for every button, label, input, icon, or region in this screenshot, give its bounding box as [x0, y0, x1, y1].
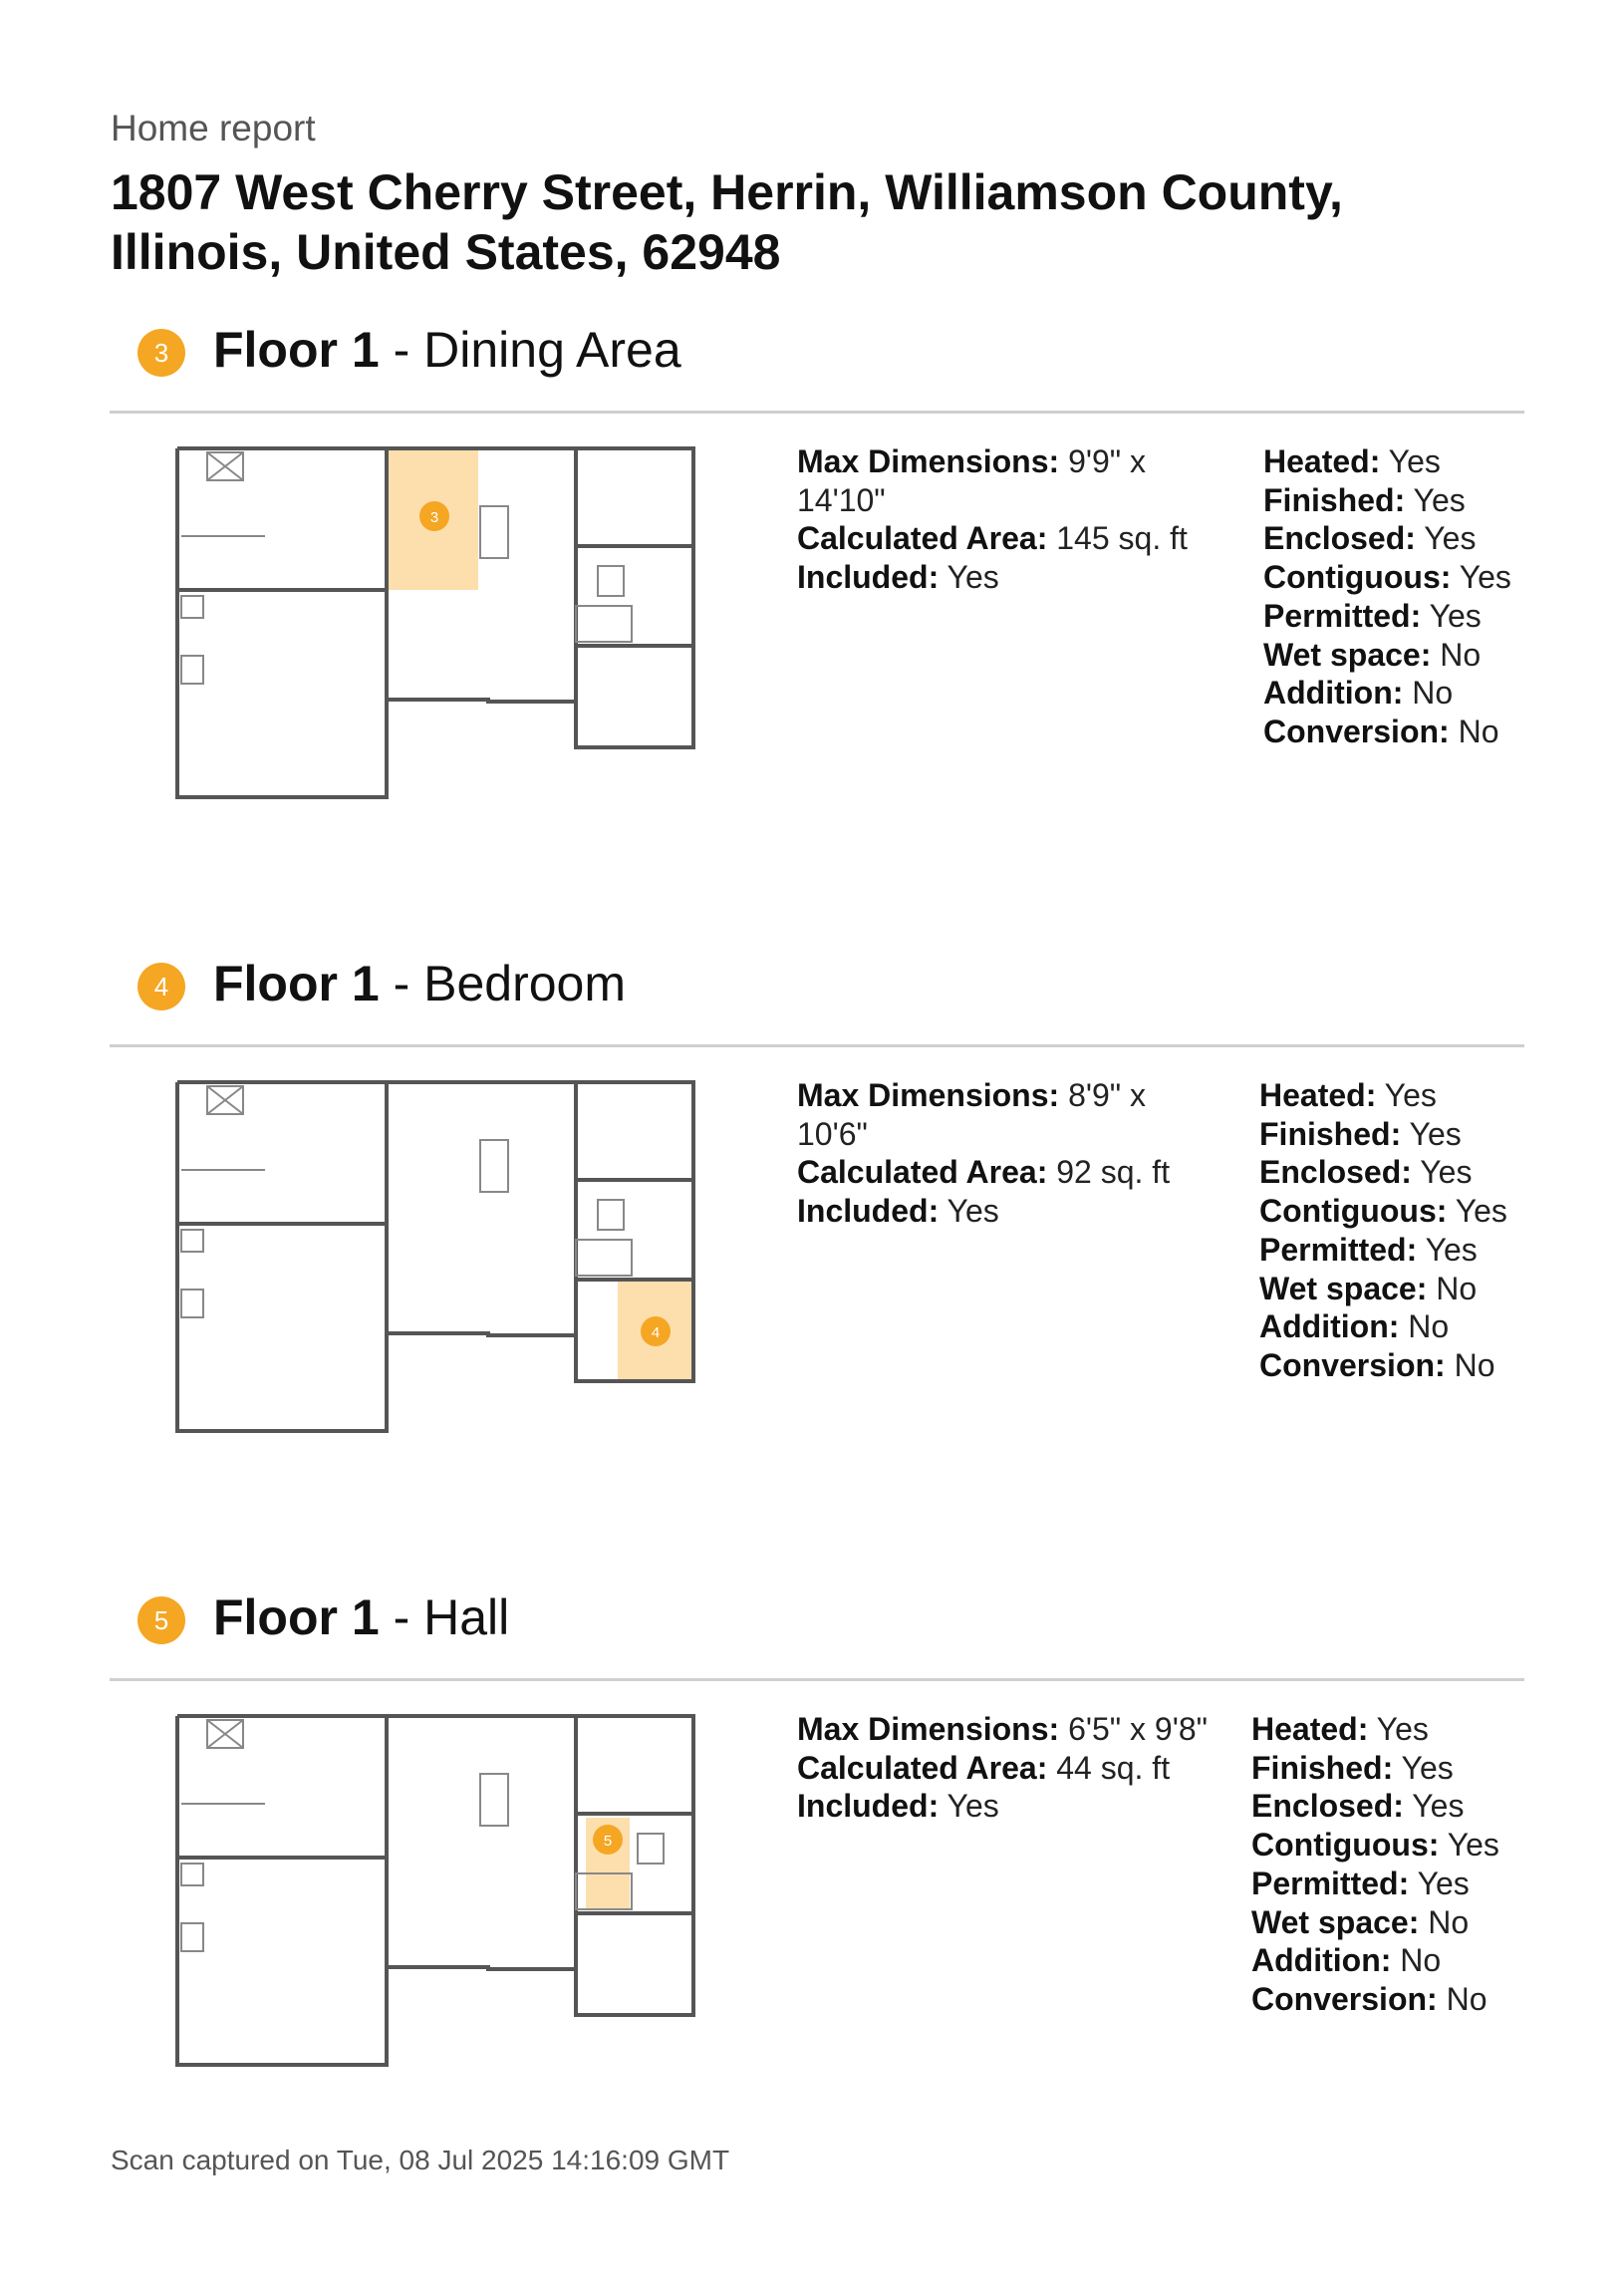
- svg-text:4: 4: [651, 1324, 661, 1341]
- room-section: [0, 322, 1623, 947]
- room-number-badge: 3: [137, 329, 185, 377]
- room-name: Dining Area: [423, 322, 681, 378]
- floor-plan: [175, 1080, 701, 1439]
- heading-separator: -: [379, 322, 424, 378]
- room-heading: [213, 321, 681, 379]
- dimension-details: Max Dimensions: 6'5" x 9'8" Calculated Area: 44 sq. ft Included: Yes: [797, 1711, 1208, 1825]
- scan-timestamp: Scan captured on Tue, 08 Jul 2025 14:16:09 GMT: [111, 2145, 730, 2175]
- floor-label: Floor 1: [213, 322, 380, 378]
- room-flags: Heated: Yes Finished: Yes Enclosed: Yes Contiguous: Yes Permitted: Yes Wet space: No Addition: No Conversion: No: [1259, 1077, 1507, 1383]
- section-divider: [110, 1044, 1524, 1047]
- svg-text:5: 5: [603, 1833, 613, 1850]
- floor-plan: [175, 1714, 701, 2073]
- room-name: Hall: [423, 1589, 510, 1645]
- room-number-badge: 5: [137, 1596, 185, 1644]
- room-heading: [213, 955, 626, 1012]
- room-marker: [593, 1825, 623, 1855]
- section-divider: [110, 411, 1524, 414]
- room-heading: [213, 1588, 509, 1646]
- room-name: Bedroom: [423, 956, 627, 1011]
- room-marker: [419, 501, 449, 531]
- room-flags: Heated: Yes Finished: Yes Enclosed: Yes Contiguous: Yes Permitted: Yes Wet space: No Addition: No Conversion: No: [1263, 443, 1511, 749]
- floor-label: Floor 1: [213, 1589, 380, 1645]
- room-flags: Heated: Yes Finished: Yes Enclosed: Yes Contiguous: Yes Permitted: Yes Wet space: No Addition: No Conversion: No: [1251, 1711, 1499, 2017]
- report-kicker: Home report: [111, 108, 316, 148]
- room-number-badge: 4: [137, 963, 185, 1010]
- dimension-details: Max Dimensions: 9'9" x 14'10" Calculated Area: 145 sq. ft Included: Yes: [797, 443, 1188, 596]
- heading-separator: -: [379, 1589, 424, 1645]
- property-address: 1807 West Cherry Street, Herrin, Williamson County, Illinois, United States, 62948: [111, 164, 1343, 280]
- floor-label: Floor 1: [213, 956, 380, 1011]
- dimension-details: Max Dimensions: 8'9" x 10'6" Calculated Area: 92 sq. ft Included: Yes: [797, 1077, 1171, 1230]
- section-divider: [110, 1678, 1524, 1681]
- floor-plan: [175, 446, 701, 805]
- heading-separator: -: [379, 956, 424, 1011]
- room-section: [0, 1589, 1623, 2214]
- svg-text:3: 3: [429, 509, 439, 526]
- room-marker: [641, 1316, 671, 1346]
- room-section: [0, 956, 1623, 1580]
